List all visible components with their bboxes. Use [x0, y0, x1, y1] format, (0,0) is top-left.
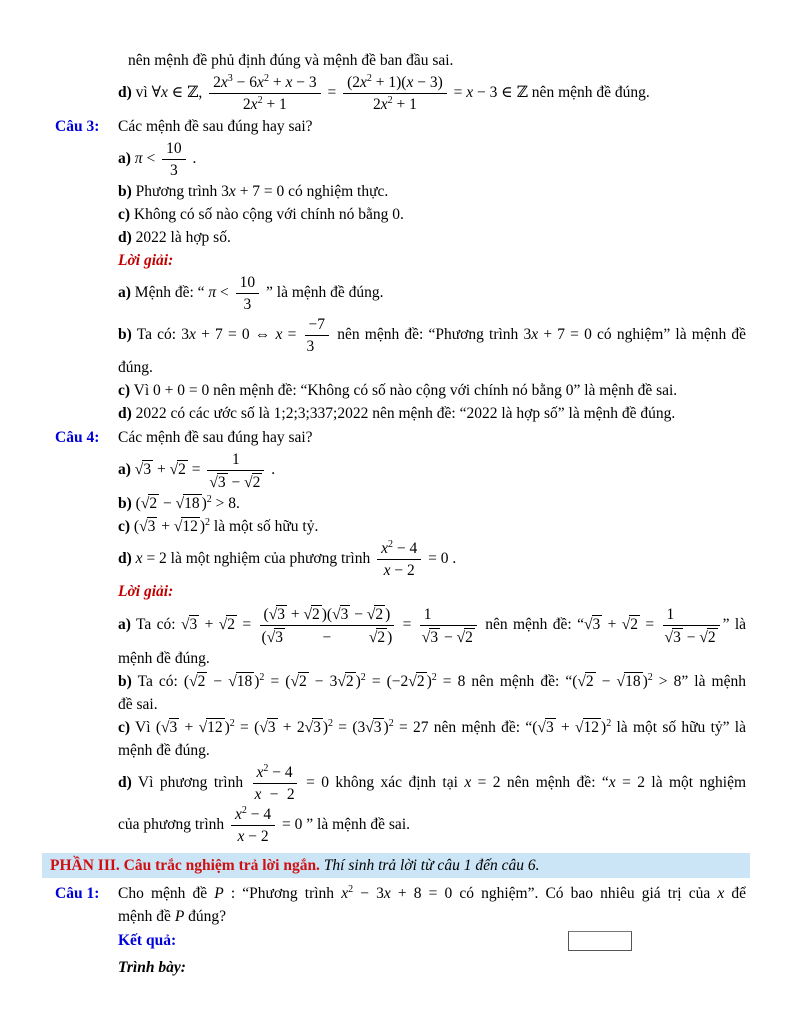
fraction-denominator: $2x^2 + 1$: [242, 95, 287, 113]
math-variable: x: [250, 96, 258, 113]
fraction-denominator: √3 − √2: [421, 628, 473, 646]
math-sqrt: [577, 673, 595, 690]
fraction-denominator: (√3 − √2 ): [261, 629, 393, 646]
solution-heading-4: [118, 581, 746, 602]
math-fraction: [162, 139, 186, 179]
superscript: 3: [227, 73, 233, 84]
line-body: d) 2022 có các ước số là 1;2;3;337;2022 nên mệnh đề: “2022 là hợp số” là mệnh đề đúng.: [118, 405, 676, 422]
superscript: 2: [263, 73, 269, 84]
fraction-denominator: 3: [306, 338, 315, 355]
radicand: 12: [207, 719, 223, 736]
superscript: 2: [257, 95, 263, 106]
superscript: 2: [259, 672, 265, 683]
styled-text: Thí sinh trả lời từ câu 1 đến câu 6.: [319, 857, 540, 874]
styled-text: a): [118, 615, 131, 633]
solution-4-b: [118, 671, 746, 692]
styled-text: b): [118, 495, 132, 512]
styled-text: a): [118, 283, 131, 301]
fraction-numerator: 10: [236, 273, 260, 294]
styled-text: PHẦN III. Câu trắc nghiệm trả lời ngắn.: [50, 857, 320, 874]
math-sqrt: [617, 673, 643, 690]
math-sqrt: [575, 719, 601, 736]
radicand: 3: [313, 719, 321, 736]
fraction-numerator: 1: [420, 605, 477, 626]
styled-text: d): [118, 229, 132, 246]
math-fraction: [377, 539, 421, 579]
radical-sign: √: [366, 606, 375, 623]
radicand: 3: [169, 719, 178, 736]
line-body: [118, 959, 186, 976]
math-variable: x: [135, 549, 143, 567]
math-sqrt: [161, 719, 179, 736]
radicand: 2: [630, 615, 639, 633]
superscript: 2: [388, 539, 393, 550]
line-body: b) (√2 − √18 )$^2$ > 8.: [118, 494, 240, 512]
fraction-numerator: $2x^3 - 6x^2 + x - 3$: [209, 73, 320, 94]
math-sqrt: [189, 673, 207, 690]
radical-sign: √: [259, 719, 267, 736]
radicand: 3: [275, 629, 283, 646]
math-variable: x: [189, 325, 196, 343]
superscript: 2: [328, 718, 334, 729]
styled-text: b): [118, 183, 132, 200]
math-sqrt: [305, 719, 323, 736]
question-label: Câu 3:: [55, 118, 100, 135]
math-variable: x: [383, 562, 391, 579]
radicand: 2: [416, 673, 425, 690]
radicand: 2: [375, 606, 384, 623]
math-sqrt: [176, 495, 202, 512]
radical-sign: √: [140, 495, 149, 512]
radicand: 3: [143, 461, 152, 479]
styled-text: Lời giải:: [118, 583, 174, 600]
styled-text: a): [118, 149, 131, 167]
styled-text: Trình bày:: [118, 959, 186, 976]
math-variable: x: [256, 764, 264, 781]
radicand: 2: [252, 474, 261, 491]
radicand: 12: [583, 719, 600, 736]
solution-3-d: [118, 403, 746, 424]
part3-question-1-continuation: [118, 906, 746, 927]
radical-sign: √: [180, 615, 189, 633]
styled-text: d): [118, 83, 132, 101]
radical-sign: √: [421, 628, 430, 646]
superscript: 2: [263, 763, 269, 774]
radicand: 2: [585, 673, 594, 690]
math-sqrt: [537, 719, 555, 736]
question-4-item-c: [118, 516, 746, 537]
radicand: 18: [625, 673, 641, 690]
fraction-denominator: √3 − √2: [664, 628, 716, 646]
radicand: 2: [707, 628, 716, 646]
line-body: mệnh đề đúng.: [118, 650, 210, 667]
math-sqrt: [170, 461, 188, 478]
radical-sign: √: [368, 629, 377, 646]
math-sqrt: [228, 673, 254, 690]
styled-text: c): [118, 382, 131, 399]
radicand: 3: [373, 719, 382, 736]
solution-3-b: [118, 315, 746, 355]
radical-sign: √: [575, 719, 583, 736]
styled-text: c): [118, 719, 131, 736]
radicand: 3: [147, 518, 156, 535]
prev-solution-continuation: [128, 50, 746, 71]
math-fraction: [663, 605, 720, 646]
superscript: 2: [360, 672, 366, 683]
math-fraction: [420, 605, 477, 646]
line-body: mệnh đề đúng.: [118, 742, 210, 759]
math-variable: x: [406, 74, 414, 91]
radicand: 2: [227, 615, 236, 633]
radical-sign: √: [266, 629, 275, 646]
math-sqrt: [141, 495, 159, 512]
styled-text: Lời giải:: [118, 252, 174, 269]
fraction-denominator: 3: [169, 162, 178, 179]
radical-sign: √: [209, 474, 217, 491]
radicand: 18: [184, 495, 200, 512]
fraction-numerator: −7: [305, 315, 330, 336]
radical-sign: √: [189, 673, 197, 690]
presentation-line: [118, 957, 746, 978]
radical-sign: √: [139, 518, 147, 535]
line-body: mệnh đề P đúng?: [118, 908, 227, 925]
line-body: c) Không có số nào cộng với chính nó bằng 0.: [118, 206, 404, 223]
question-3-item-d: [118, 227, 746, 248]
line-body: nên mệnh đề phủ định đúng và mệnh đề ban đầu sai.: [128, 52, 454, 69]
question-4-item-b: [118, 493, 746, 514]
math-fraction: [236, 273, 260, 313]
math-variable: x: [381, 540, 388, 557]
styled-text: b): [118, 325, 132, 343]
radical-sign: √: [365, 719, 373, 736]
math-sqrt: [174, 518, 200, 535]
answer-box[interactable]: [568, 931, 632, 951]
math-fraction: [231, 805, 275, 845]
question-3-item-b: [118, 181, 746, 202]
styled-text: d): [118, 549, 132, 567]
math-variable: x: [228, 183, 236, 200]
radicand: 3: [267, 719, 276, 736]
superscript: 2: [205, 517, 211, 528]
question-3-item-c: [118, 204, 746, 225]
fraction-numerator: $(2x^2 + 1)(x - 3)$: [343, 73, 447, 94]
radicand: 2: [377, 629, 386, 646]
radicand: 2: [178, 461, 186, 479]
radicand: 12: [182, 518, 198, 535]
math-variable: x: [466, 83, 474, 101]
math-sqrt: [422, 629, 440, 646]
question-3-item-a: [118, 139, 746, 179]
math-variable: x: [341, 885, 349, 902]
math-sqrt: [699, 629, 717, 646]
math-sqrt: [259, 719, 277, 736]
radicand: 3: [545, 719, 554, 736]
superscript: 2: [387, 95, 393, 106]
radical-sign: √: [456, 628, 465, 646]
superscript: 2: [388, 718, 394, 729]
fraction-numerator: $x^2 - 4$: [231, 805, 275, 826]
radical-sign: √: [583, 615, 592, 633]
radical-sign: √: [228, 673, 236, 690]
math-variable: π: [134, 149, 143, 167]
styled-text: a): [118, 461, 131, 479]
math-sqrt: [337, 673, 355, 690]
math-sqrt: [332, 606, 350, 623]
solution-3-b-continuation: [118, 357, 746, 378]
question-label: Câu 1:: [55, 885, 100, 902]
line-body: [50, 857, 539, 874]
math-sqrt: [290, 673, 308, 690]
radicand: 2: [345, 673, 354, 690]
radical-sign: √: [198, 719, 207, 736]
question-label: Câu 4:: [55, 429, 100, 446]
radical-sign: √: [244, 474, 252, 491]
line-body: a) π < $\frac{10}{3}$ .: [118, 140, 197, 179]
math-variable: x: [360, 74, 367, 91]
fraction-numerator: $x^2 - 4$: [377, 539, 421, 560]
math-variable: x: [464, 773, 472, 791]
math-fraction: [209, 73, 320, 113]
styled-text: Kết quả:: [118, 932, 177, 949]
fraction-denominator: $2x^2 + 1$: [372, 95, 417, 113]
radical-sign: √: [303, 606, 311, 623]
radical-sign: √: [173, 518, 182, 535]
math-sqrt: [622, 616, 640, 633]
line-body: Các mệnh đề sau đúng hay sai?: [118, 429, 313, 446]
math-sqrt: [457, 629, 475, 646]
math-sqrt: [199, 719, 225, 736]
math-variable: x: [285, 74, 293, 91]
radicand: 2: [149, 495, 158, 512]
radicand: 2: [465, 628, 473, 646]
superscript: 2: [241, 805, 247, 816]
math-variable: x: [383, 885, 391, 902]
math-sqrt: [209, 474, 227, 491]
math-sqrt: [369, 629, 387, 646]
line-body: c) Vì 0 + 0 = 0 nên mệnh đề: “Không có số nào cộng với chính nó bằng 0” là mệnh đề sai.: [118, 382, 678, 399]
styled-text: c): [118, 206, 131, 223]
radical-sign: √: [621, 615, 630, 633]
solution-4-c-continuation: [118, 740, 746, 761]
part3-question-1: [55, 883, 746, 904]
math-fraction: [305, 315, 330, 355]
line-body: d) 2022 là hợp số.: [118, 229, 231, 246]
math-variable: x: [380, 96, 388, 113]
radicand: 2: [298, 673, 307, 690]
fraction-denominator: x − 2: [254, 786, 295, 803]
radical-sign: √: [218, 615, 227, 633]
math-sqrt: [244, 474, 262, 491]
superscript: 2: [206, 494, 212, 505]
math-variable: x: [220, 74, 228, 91]
solution-3-c: [118, 380, 746, 401]
document-content: [0, 50, 792, 978]
styled-text: b): [118, 673, 132, 690]
radical-sign: √: [175, 495, 184, 512]
math-sqrt: [139, 518, 157, 535]
styled-text: c): [118, 518, 131, 535]
radical-sign: √: [161, 719, 169, 736]
radical-sign: √: [337, 673, 345, 690]
fraction-denominator: √3 − √2: [209, 474, 261, 491]
radical-sign: √: [134, 461, 143, 479]
question-4-item-d: [118, 539, 746, 579]
line-body: đề sai.: [118, 696, 158, 713]
prev-solution-item-d: [118, 73, 746, 113]
solution-4-a-continuation: [118, 648, 746, 669]
styled-text: d): [118, 773, 132, 791]
radical-sign: √: [577, 673, 585, 690]
question-4: [55, 427, 746, 448]
solution-4-d-continuation: [118, 805, 746, 845]
line-body: [118, 583, 173, 600]
line-body: b) Ta có: 3x + 7 = 0 ⇔ x = $\frac{-7}{3}$ nên mệnh đề: “Phương trình 3x + 7 = 0 có nghiệm” là mệnh đề: [118, 316, 747, 355]
math-sqrt: [269, 606, 287, 623]
fraction-numerator: 1: [207, 450, 264, 471]
radical-sign: √: [537, 719, 545, 736]
radicand: 3: [340, 606, 349, 623]
math-variable: P: [174, 908, 185, 925]
radicand: 3: [277, 606, 285, 623]
line-body: đúng.: [118, 359, 153, 376]
math-variable: x: [531, 325, 539, 343]
line-body: b) Phương trình 3x + 7 = 0 có nghiệm thực.: [118, 183, 389, 200]
solution-heading-3: [118, 250, 746, 271]
math-fraction: [260, 604, 395, 646]
radical-sign: √: [699, 628, 707, 646]
math-sqrt: [665, 629, 683, 646]
line-body: b) Ta có: (√2 − √18 )$^2$ = (√2 − 3√2 )$^2$ = (−2√2 )$^2$ = 8 nên mệnh đề: “(√2 − √18 )$^2$ > 8” là mệnh: [118, 672, 746, 690]
question-3: [55, 116, 746, 137]
math-fraction: [207, 450, 264, 491]
radical-sign: √: [332, 606, 340, 623]
line-body: Cho mệnh đề P : “Phương trình $x^2 - 3x + 8 = 0$ có nghiệm”. Có bao nhiêu giá trị của x để: [118, 884, 746, 902]
math-sqrt: [303, 606, 321, 623]
line-body: d) vì ∀x ∈ ℤ, $\frac{2x^3 - 6x^2 + x - 3}{2x^2 + 1}$ = $\frac{(2x^2 + 1)(x - 3)}{2x^2 + 1}$ = x − 3 ∈ ℤ nên mệnh đề đúng.: [118, 73, 650, 113]
line-body: a) Mệnh đề: “ π < $\frac{10}{3}$ ” là mệnh đề đúng.: [118, 274, 384, 313]
math-sqrt: [365, 719, 383, 736]
math-variable: x: [235, 806, 242, 823]
superscript: 2: [366, 73, 372, 84]
radicand: 2: [312, 606, 320, 623]
fraction-numerator: 10: [162, 139, 186, 160]
superscript: 2: [606, 718, 612, 729]
math-fraction: [343, 73, 447, 113]
solution-3-a: [118, 273, 746, 313]
line-body: c) Vì (√3 + √12 )$^2$ = (√3 + 2√3 )$^2$ = (3√3 )$^2$ = 27 nên mệnh đề: “(√3 + √12 )$^2$ là một số hữu tỷ” là: [118, 718, 746, 736]
result-line: [118, 930, 746, 951]
math-sqrt: [135, 461, 153, 478]
math-variable: x: [237, 828, 245, 845]
radical-sign: √: [616, 673, 625, 690]
superscript: 2: [229, 718, 235, 729]
radicand: 18: [236, 673, 253, 690]
math-sqrt: [408, 673, 426, 690]
fraction-denominator: 3: [243, 296, 252, 313]
superscript: 2: [647, 672, 653, 683]
math-variable: x: [717, 885, 725, 902]
math-sqrt: [584, 616, 602, 633]
line-body: c) (√3 + √12 )$^2$ là một số hữu tỷ.: [118, 517, 319, 535]
superscript: 2: [431, 672, 437, 683]
fraction-numerator: $x^2 - 4$: [253, 763, 297, 784]
radical-sign: √: [290, 673, 298, 690]
line-body: của phương trình $\frac{x^2 - 4}{x - 2}$ = 0 ” là mệnh đề sai.: [118, 805, 410, 845]
radical-sign: √: [304, 719, 313, 736]
radical-sign: √: [408, 673, 416, 690]
math-sqrt: [181, 616, 199, 633]
math-variable: π: [208, 283, 217, 301]
line-body: a) Ta có: √3 + √2 = $\frac{(√3 + √2 )(√3 - √2 )}{(√3 - √2 )}$ = $\frac{1}{√3 - √2}$ nên mệnh đề: “√3 + √2 = $\frac{1}{√3 - √2}$ ” là: [118, 605, 747, 646]
line-body: [118, 932, 176, 949]
radicand: 3: [189, 615, 198, 633]
line-body: Các mệnh đề sau đúng hay sai?: [118, 118, 313, 135]
line-body: d) x = 2 là một nghiệm của phương trình $\frac{x^2 - 4}{x - 2}$ = 0 .: [118, 539, 457, 579]
solution-4-a: [118, 604, 746, 646]
radicand: 3: [673, 628, 681, 646]
solution-4-c: [118, 717, 746, 738]
question-4-item-a: [118, 450, 746, 491]
math-variable: x: [257, 74, 264, 91]
radicand: 3: [592, 615, 601, 633]
math-sqrt: [367, 606, 385, 623]
radicand: 2: [197, 673, 206, 690]
math-sqrt: [219, 616, 237, 633]
math-variable: x: [254, 786, 262, 803]
styled-text: d): [118, 405, 132, 422]
radical-sign: √: [268, 606, 277, 623]
fraction-denominator: x − 2: [383, 562, 415, 579]
line-body: a) √3 + √2 = $\frac{1}{√3 - √2}$ .: [118, 451, 276, 491]
line-body: d) Vì phương trình $\frac{x^2 - 4}{x - 2}$ = 0 không xác định tại x = 2 nên mệnh đề: “x = 2 là một nghiệm: [118, 763, 747, 803]
fraction-numerator: 1: [663, 605, 720, 626]
line-body: [118, 252, 173, 269]
superscript: 2: [348, 884, 354, 895]
math-variable: x: [160, 83, 168, 101]
math-variable: P: [214, 885, 224, 902]
solution-4-b-continuation: [118, 694, 746, 715]
math-variable: x: [275, 325, 283, 343]
math-sqrt: [267, 629, 285, 646]
math-fraction: [253, 763, 297, 803]
math-variable: x: [608, 773, 616, 791]
solution-4-d: [118, 763, 746, 803]
fraction-numerator: (√3 + √2 )(√3 − √2 ): [260, 604, 395, 626]
part-3-header: [42, 853, 750, 878]
radical-sign: √: [664, 628, 673, 646]
radicand: 3: [217, 474, 226, 491]
radical-sign: √: [169, 461, 178, 479]
radicand: 3: [430, 628, 439, 646]
fraction-denominator: x − 2: [237, 828, 269, 845]
